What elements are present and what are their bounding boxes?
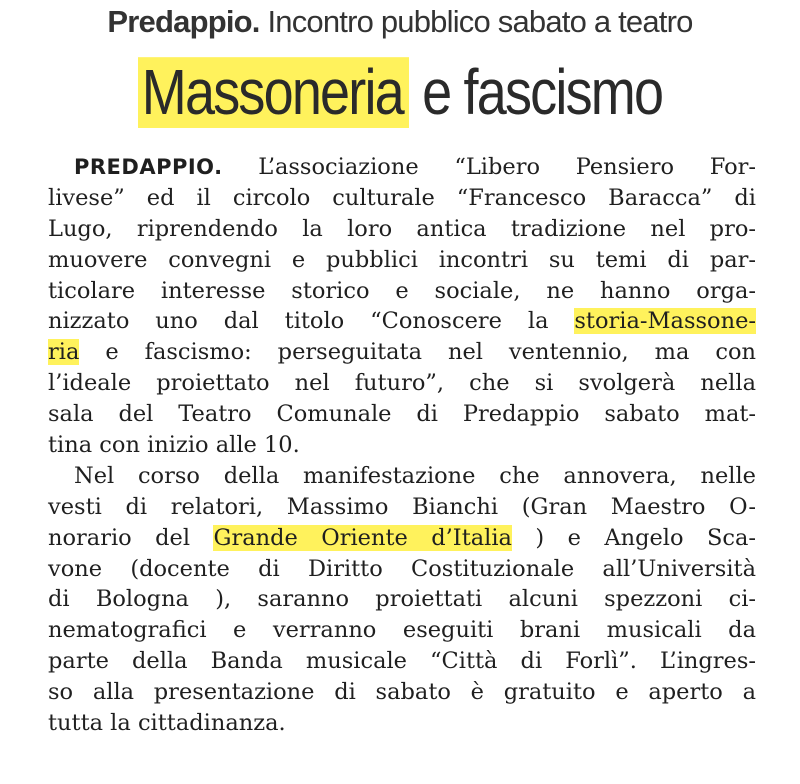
paragraph-1-line-7: [48, 337, 756, 368]
text-segment: nizzato uno dal titolo “Conoscere la: [48, 308, 549, 335]
paragraph-1-line-3: Lugo, riprendendo la loro antica tradizione nel pro-: [48, 215, 756, 242]
text-segment: L’associazione “Libero Pensiero For-: [258, 154, 756, 180]
paragraph-1-line-4: muovere convegni e pubblici incontri su temi di par-: [48, 246, 756, 273]
paragraph-1-line-6: [48, 306, 756, 337]
paragraph-2-line-9: tutta la cittadinanza.: [48, 710, 286, 737]
article-body: [48, 152, 756, 739]
kicker-place: Predappio.: [107, 4, 260, 39]
kicker-text: Incontro pubblico sabato a teatro: [267, 4, 693, 39]
paragraph-1-line-1: [48, 152, 756, 183]
highlight-ria: ria: [48, 339, 80, 366]
paragraph-2-line-5: di Bologna ), saranno proiettati alcuni spezzoni ci-: [48, 586, 756, 613]
paragraph-1-line-9: sala del Teatro Comunale di Predappio sabato mat-: [48, 401, 756, 428]
highlight-grande-oriente: Grande Oriente d’Italia: [213, 524, 512, 551]
dateline: PREDAPPIO.: [74, 155, 223, 179]
paragraph-1-line-10: tina con inizio alle 10.: [48, 432, 300, 459]
paragraph-2-line-8: so alla presentazione di sabato è gratuito e aperto a: [48, 679, 756, 706]
paragraph-1-line-8: l’ideale proiettato nel futuro”, che si svolgerà nella: [48, 370, 756, 397]
headline-rest: e fascismo: [422, 57, 663, 128]
kicker: [0, 4, 800, 40]
text-segment: e fascismo: perseguitata nel ventennio, ma con: [105, 339, 756, 366]
paragraph-2-line-3: [48, 523, 756, 554]
headline: [0, 56, 800, 129]
paragraph-2-line-7: parte della Banda musicale “Città di Forlì”. L’ingres-: [48, 648, 756, 675]
highlight-storia-massoneria: storia-Massone-: [574, 308, 756, 335]
text-segment: ) e Angelo Sca-: [535, 524, 756, 551]
paragraph-2-line-6: nematografici e verranno eseguiti brani musicali da: [48, 617, 756, 644]
headline-highlighted: Massoneria: [138, 57, 409, 128]
paragraph-2-line-2: vesti di relatori, Massimo Bianchi (Gran Maestro O-: [48, 493, 756, 520]
paragraph-1-line-2: livese” ed il circolo culturale “Francesco Baracca” di: [48, 184, 756, 211]
paragraph-2-line-4: vone (docente di Diritto Costituzionale all’Università: [48, 555, 756, 582]
paragraph-1-line-5: ticolare interesse storico e sociale, ne hanno orga-: [48, 277, 756, 304]
text-segment: norario del: [48, 524, 191, 551]
paragraph-2-line-1: Nel corso della manifestazione che annovera, nelle: [74, 462, 756, 489]
